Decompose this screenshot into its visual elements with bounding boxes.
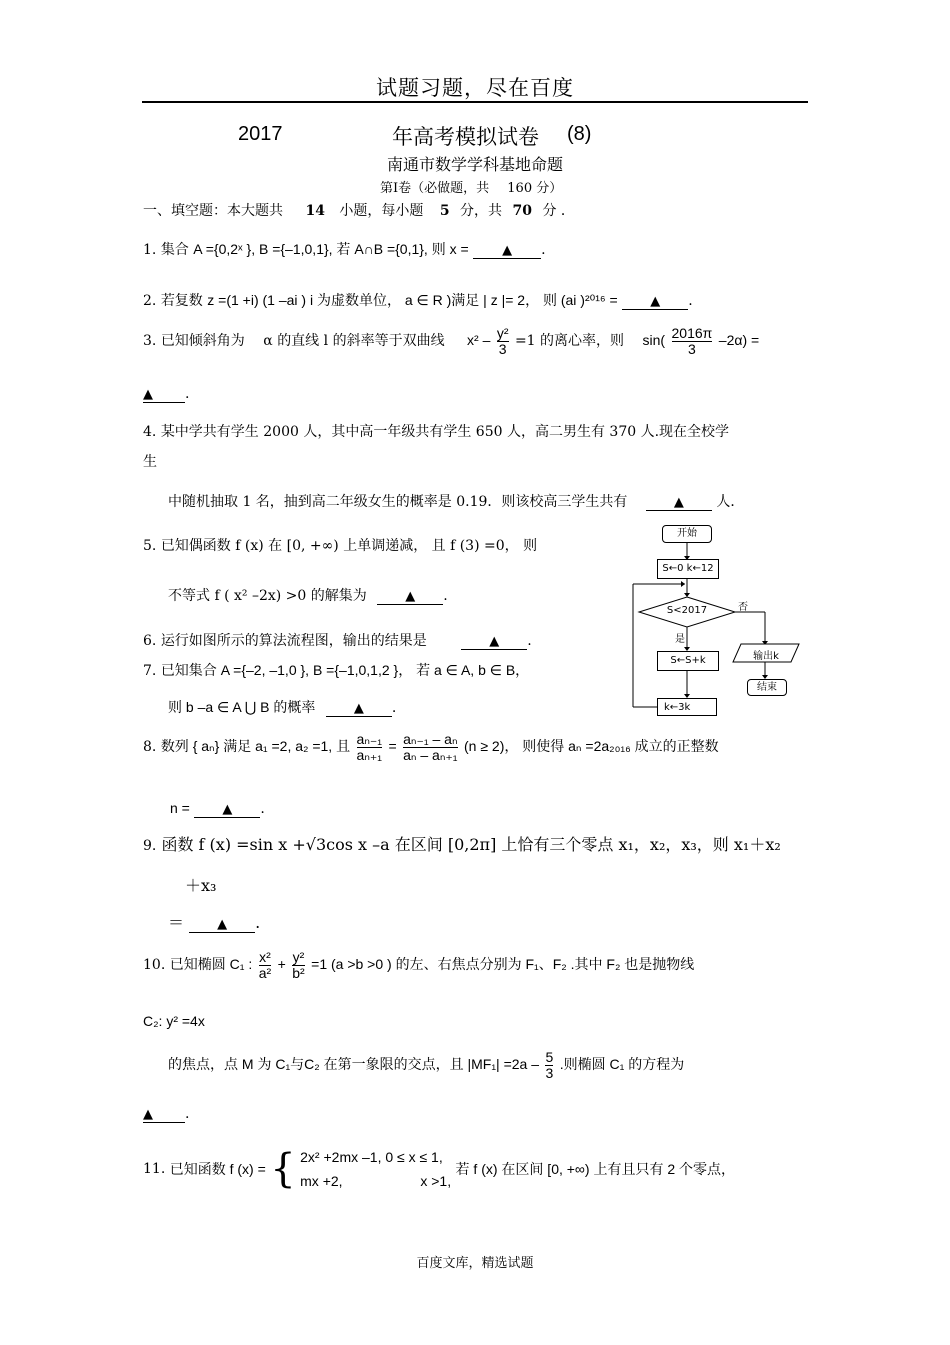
q10-number: 10. bbox=[143, 957, 166, 974]
q11-text-a: 已知函数 f (x) = bbox=[169, 1161, 266, 1177]
q8-line-2: n = ▲ . bbox=[170, 800, 265, 817]
section-heading bbox=[143, 200, 575, 220]
q8-lhs-fraction bbox=[357, 732, 382, 762]
q8-line-2-text: n = bbox=[170, 800, 190, 816]
q10-x-num: x² bbox=[259, 949, 271, 965]
flowchart-start: 开始 bbox=[662, 525, 712, 543]
blank-triangle-icon: ▲ bbox=[489, 634, 500, 649]
q7-line-1: 已知集合 A ={–2, –1,0 }, B ={–1,0,1,2 }， 若 a ∈ A, b ∈ B， bbox=[160, 662, 530, 678]
flowchart-end: 结束 bbox=[747, 679, 787, 696]
flowchart-init: S←0 k←12 bbox=[657, 559, 719, 579]
q10-x-fraction bbox=[259, 950, 271, 980]
page-header: 试题习题，尽在百度 bbox=[376, 76, 574, 100]
q9-number: 9. bbox=[143, 838, 157, 854]
q8-rhs-den: aₙ – aₙ₊₁ bbox=[403, 746, 458, 763]
volume-text: 第Ⅰ卷（必做题，共 bbox=[380, 181, 490, 196]
section-end: 分 ． bbox=[542, 203, 575, 219]
q1-number: 1. bbox=[143, 242, 157, 258]
blank-triangle-icon: ▲ bbox=[222, 802, 233, 817]
q10-y-fraction bbox=[292, 950, 304, 980]
q5-line-2-text: 不等式 f ( x² –2x) >0 的解集为 bbox=[168, 588, 367, 604]
title-year: 2017 bbox=[238, 123, 283, 145]
q8-answer-blank[interactable] bbox=[194, 801, 260, 818]
q2-expression: z =(1 +i) (1 –ai ) i 为虚数单位， a ∈ R )满足 | z |= 2， 则 (ai )²⁰¹⁶ = bbox=[207, 292, 618, 308]
q9-line-3-text: ＝ bbox=[168, 913, 185, 932]
q10-line-3b: .则椭圆 C₁ 的方程为 bbox=[559, 1056, 685, 1073]
q11-brace: { bbox=[270, 1146, 296, 1192]
flowchart-assign: S←S+k bbox=[657, 651, 719, 671]
q1-answer-blank[interactable] bbox=[473, 242, 541, 259]
flowchart bbox=[625, 520, 815, 720]
q3-hyperbola-fraction bbox=[497, 326, 509, 356]
q11-cases bbox=[300, 1145, 451, 1193]
question-11 bbox=[143, 1145, 735, 1195]
q4-number: 4. bbox=[143, 424, 157, 440]
section-unit: 分，共 bbox=[460, 203, 503, 219]
q2-number: 2. bbox=[143, 293, 157, 309]
q3-answer-line: ▲ . bbox=[143, 386, 190, 402]
q11-number: 11. bbox=[143, 1161, 166, 1177]
section-each: 5 bbox=[439, 203, 450, 219]
question-2: 2. 若复数 z =(1 +i) (1 –ai ) i 为虚数单位， a ∈ R )满足 | z |= 2， 则 (ai )²⁰¹⁶ = ▲ . bbox=[143, 292, 693, 309]
q8-text-a: 数列 { aₙ} 满足 a₁ =2, a₂ =1, 且 bbox=[160, 738, 351, 755]
blank-triangle-icon: ▲ bbox=[650, 294, 661, 309]
q10-line-2: C₂: y² =4x bbox=[143, 1013, 205, 1029]
flowchart-condition: S<2017 bbox=[666, 605, 708, 616]
question-6: 6. 运行如图所示的算法流程图，输出的结果是 ▲ . bbox=[143, 633, 532, 649]
q7-number: 7. bbox=[143, 663, 157, 679]
q11-case-2: mx +2, x >1, bbox=[300, 1173, 452, 1189]
q3-hyperbola-x: x² – bbox=[467, 332, 491, 349]
q7-line-2-text: 则 b –a ∈ A ⋃ B 的概率 bbox=[168, 699, 316, 715]
q10-answer-blank[interactable] bbox=[143, 1106, 185, 1123]
q8-lhs-den: aₙ₊₁ bbox=[356, 746, 383, 763]
question-5 bbox=[143, 535, 537, 555]
q5-line-2: 不等式 f ( x² –2x) >0 的解集为 ▲ . bbox=[168, 588, 448, 604]
q5-answer-blank[interactable] bbox=[377, 588, 443, 605]
q3-frac-num: y² bbox=[496, 325, 509, 341]
flowchart-no-label: 否 bbox=[738, 602, 748, 613]
q10-frac-den: 3 bbox=[545, 1064, 554, 1081]
question-4 bbox=[143, 421, 729, 441]
q7-line-2: 则 b –a ∈ A ⋃ B 的概率 ▲ . bbox=[168, 699, 397, 716]
q11-text-b: 若 f (x) 在区间 [0, +∞) 上有且只有 2 个零点， bbox=[455, 1161, 736, 1177]
flowchart-output: 输出k bbox=[753, 651, 779, 662]
q9-line-3: ＝ ▲ . bbox=[168, 913, 261, 932]
title-main: 年高考模拟试卷 bbox=[392, 125, 539, 149]
question-8: 8. 数列 { aₙ} 满足 a₁ =2, a₂ =1, 且 $\frac{\text{aₙ₋₁}}{\text{aₙ₊₁}}$ = $\frac{\text{aₙ₋₁ – aₙ}}{\text{aₙ – aₙ₊₁}}$ (n ≥ 2)， 则使得 aₙ =2a₂₀₁₆ 成立的正整数 bbox=[143, 731, 719, 763]
blank-triangle-icon: ▲ bbox=[673, 495, 684, 510]
section-count: 14 bbox=[305, 203, 325, 219]
q10-text-a: 已知椭圆 C₁ : bbox=[169, 956, 253, 973]
title-number: (8) bbox=[567, 123, 592, 145]
question-1: 1. 集合 A ={0,2ˣ }, B ={–1,0,1}, 若 A∩B ={0,1}, 则 x = ▲ . bbox=[143, 241, 546, 258]
flowchart-update: k←3k bbox=[657, 698, 717, 716]
q8-number: 8. bbox=[143, 739, 157, 756]
q10-text-b: =1 (a >b >0 ) 的左、右焦点分别为 F₁、F₂ .其中 F₂ 也是抛物线 bbox=[311, 956, 695, 973]
q4-unit: 人． bbox=[716, 494, 745, 510]
blank-triangle-icon: ▲ bbox=[405, 589, 416, 604]
q3-text-c: 的斜率等于双曲线 bbox=[332, 333, 445, 350]
header-rule bbox=[142, 101, 808, 103]
question-7 bbox=[143, 660, 529, 680]
page-footer: 百度文库，精选试题 bbox=[416, 1256, 534, 1271]
q3-angle-den: 3 bbox=[672, 341, 713, 357]
q6-number: 6. bbox=[143, 633, 157, 649]
q3-angle-fraction bbox=[672, 326, 713, 356]
q10-line-3 bbox=[168, 1050, 684, 1094]
blank-triangle-icon: ▲ bbox=[143, 1107, 153, 1122]
flowchart-yes-label: 是 bbox=[675, 634, 685, 645]
q8-rhs-fraction bbox=[403, 732, 457, 762]
q4-line-1: 某中学共有学生 2000 人，其中高一年级共有学生 650 人，高二男生有 370 人.现在全校学 bbox=[160, 424, 730, 440]
question-9 bbox=[143, 832, 781, 855]
q4-line-1b: 生 bbox=[143, 454, 157, 470]
q10-answer-line: ▲ . bbox=[143, 1106, 190, 1122]
q3-text-b: 的直线 bbox=[277, 333, 320, 350]
blank-triangle-icon: ▲ bbox=[353, 701, 364, 716]
q11-case-1: 2x² +2mx –1, 0 ≤ x ≤ 1, bbox=[300, 1149, 443, 1165]
question-3 bbox=[143, 326, 759, 370]
q4-line-2-text: 中随机抽取 1 名，抽到高二年级女生的概率是 0.19．则该校高三学生共有 bbox=[168, 494, 628, 510]
q9-line-2: ＋x₃ bbox=[185, 876, 217, 895]
question-10: 10. 已知椭圆 C₁ : $\frac{\text{x²}}{\text{a²}}$ + $\frac{\text{y²}}{\text{b²}}$ =1 (a >b >0 ) 的左、右焦点分别为 F₁、F₂ .其中 F₂ 也是抛物线 bbox=[143, 949, 695, 981]
q1-text: 集合 bbox=[160, 242, 189, 258]
q6-text: 运行如图所示的算法流程图，输出的结果是 bbox=[160, 633, 427, 649]
q10-y-num: y² bbox=[292, 949, 305, 965]
q3-text-d: =1 的离心率，则 bbox=[514, 333, 625, 350]
section-total: 70 bbox=[512, 203, 532, 219]
section-text: 一、填空题：本大题共 bbox=[143, 203, 283, 219]
q2-answer-blank[interactable] bbox=[622, 293, 688, 310]
q3-number: 3. bbox=[143, 333, 157, 350]
q10-five-thirds bbox=[545, 1050, 553, 1080]
volume-score: 160 分） bbox=[507, 181, 563, 196]
q10-line-3a: 的焦点，点 M 为 C₁与C₂ 在第一象限的交点，且 |MF₁| =2a – bbox=[168, 1056, 540, 1073]
q4-line-2 bbox=[168, 491, 744, 511]
q3-frac-den: 3 bbox=[498, 340, 507, 357]
q5-number: 5. bbox=[143, 538, 157, 554]
volume-label bbox=[380, 177, 562, 196]
q3-angle-num: 2016π bbox=[671, 325, 713, 341]
q9-answer-blank[interactable] bbox=[189, 916, 255, 933]
q6-answer-blank[interactable] bbox=[461, 633, 527, 650]
q9-line-1: 函数 f (x) =sin x +√3cos x –a 在区间 [0,2π] 上恰有三个零点 x₁，x₂，x₃，则 x₁＋x₂ bbox=[161, 835, 781, 854]
section-mid: 小题，每小题 bbox=[339, 203, 424, 219]
q1-expression: A ={0,2ˣ }, B ={–1,0,1}, 若 A∩B ={0,1}, 则 x = bbox=[193, 241, 469, 257]
q3-text-f: –2α) = bbox=[718, 332, 760, 349]
subtitle: 南通市数学学科基地命题 bbox=[386, 155, 563, 174]
q8-rhs-num: aₙ₋₁ – aₙ bbox=[403, 731, 458, 747]
q3-alpha: α bbox=[263, 333, 273, 350]
blank-triangle-icon: ▲ bbox=[143, 387, 153, 402]
q2-text: 若复数 bbox=[160, 293, 203, 309]
q4-answer-blank[interactable] bbox=[646, 494, 712, 511]
q3-text-a: 已知倾斜角为 bbox=[160, 333, 245, 350]
q10-frac-num: 5 bbox=[545, 1049, 554, 1065]
q7-answer-blank[interactable] bbox=[326, 700, 392, 717]
q10-y-den: b² bbox=[292, 964, 305, 981]
q3-sin: sin( bbox=[642, 332, 666, 349]
q5-line-1: 已知偶函数 f (x) 在 [0, +∞) 上单调递减， 且 f (3) =0， 则 bbox=[160, 538, 538, 554]
q8-lhs-num: aₙ₋₁ bbox=[356, 731, 383, 747]
blank-triangle-icon: ▲ bbox=[217, 917, 228, 932]
blank-triangle-icon: ▲ bbox=[502, 243, 513, 258]
q10-x-den: a² bbox=[258, 964, 272, 981]
q8-text-b: (n ≥ 2)， 则使得 aₙ =2a₂₀₁₆ 成立的正整数 bbox=[464, 738, 719, 755]
q3-line-l: l bbox=[323, 333, 329, 350]
q3-answer-blank[interactable] bbox=[143, 386, 185, 403]
